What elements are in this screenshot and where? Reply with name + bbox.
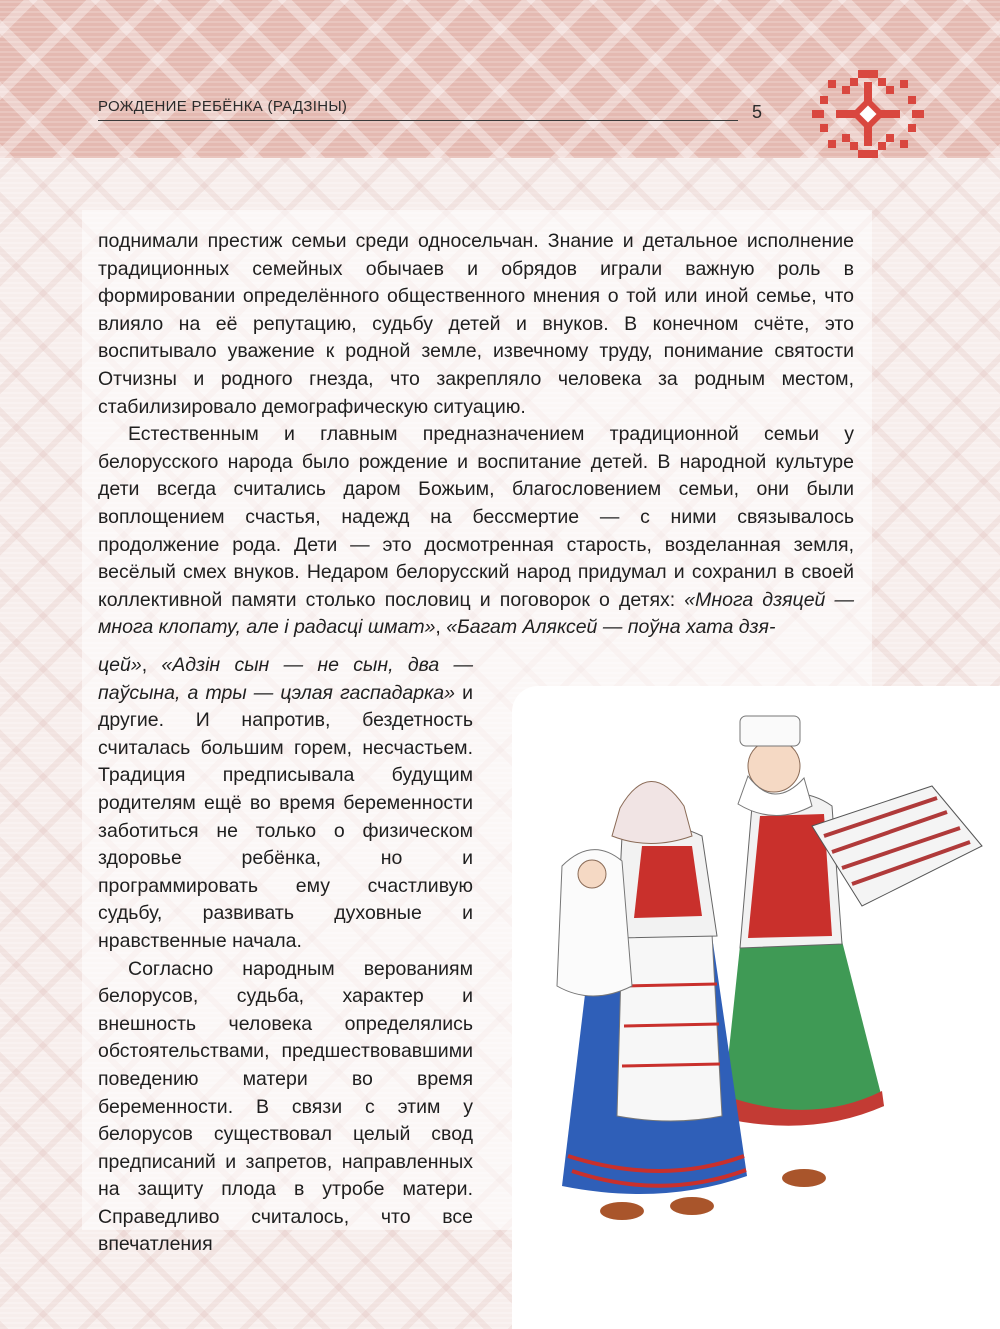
body-text-wide (98, 228, 854, 642)
proverb-2-part-2: цей» (98, 654, 142, 676)
separator-1: , (435, 616, 447, 639)
illustration-card (512, 686, 1000, 1329)
running-title: РОЖДЕНИЕ РЕБЁНКА (РАДЗІНЫ) (98, 98, 348, 115)
paragraph-2-text: Естественным и главным предназначением традиционной семьи у белорусского народа было рождение и воспитание детей. В народной культуре дети всегда считались даром Божьим, благословением семьи, они были воплощением счастья, надежд на бессмертие — с ними связывалось продолжение рода. Дети — это досмотренная старость, возделанная земля, весёлый смех внуков. Недаром белорусский народ придумал и сохранил в своей коллективной памяти столько пословиц и поговорок о детях: (98, 423, 854, 611)
proverb-3: «Адзін сын — не сын, два — паўсына, а тры — цэлая гаспадарка» (98, 654, 473, 704)
separator-2: , (141, 654, 162, 676)
folk-costume-illustration (512, 686, 1000, 1329)
proverb-2-part-1: «Багат Аляксей — поўна хата дзя- (446, 616, 776, 639)
proverb-1: «Многа дзяцей — многа клопату, але і радасці шмат» (98, 588, 854, 639)
body-text-narrow (98, 652, 473, 1259)
ornament-icon (806, 66, 930, 162)
paragraph-1: поднимали престиж семьи среди односельчан. Знание и детальное исполнение традиционных семейных обычаев и обрядов играли важную роль в формировании определённого общественного мнения о той или иной семье, что влияло на её репутацию, судьбу детей и внуков. В конечном счёте, это воспитывало уважение к родной земле, извечному труду, понимание святости Отчизны и родного гнезда, что закрепляло человека за родным местом, стабилизировало демографическую ситуацию. (98, 230, 854, 418)
paragraph-2-start (98, 421, 854, 642)
paragraph-2-end: и другие. И напротив, бездетность считалась большим горем, несчастьем. Традиция предписывала будущим родителям ещё во время беременности заботиться не только о физическом здоровье ребёнка, но и программировать ему счастливую судьбу, развивать духовные и нравственные начала. (98, 681, 473, 952)
paragraph-2-continued (98, 652, 473, 956)
paragraph-3: Согласно народным верованиям белорусов, судьба, характер и внешность человека определялись обстоятельствами, предшествовавшими поведению матери во время беременности. В связи с этим у белорусов существовал целый свод предписаний и запретов, направленных на защиту плода в утробе матери. Справедливо считалось, что все впечатления (98, 957, 473, 1256)
page-number: 5 (752, 102, 763, 122)
header-rule (98, 120, 738, 121)
